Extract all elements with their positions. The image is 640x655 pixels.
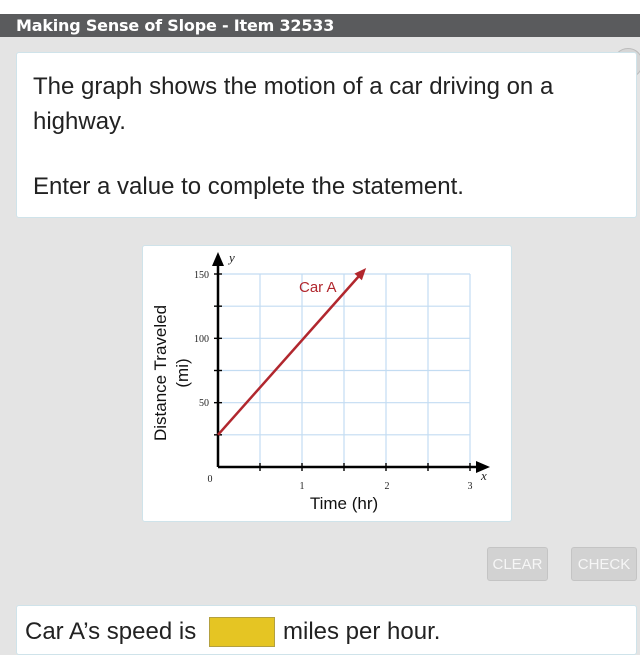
answer-suffix: miles per hour. <box>283 618 441 645</box>
graph-card <box>142 245 512 522</box>
x-axis-var: x <box>481 468 487 483</box>
y-tick-label-50: 50 <box>199 398 209 409</box>
y-axis-label-line2: (mi) <box>173 358 192 388</box>
clear-button[interactable]: CLEAR <box>487 547 548 581</box>
series-label: Car A <box>299 279 337 296</box>
prompt-card <box>16 52 637 218</box>
prompt-line-2: Enter a value to complete the statement. <box>33 173 464 200</box>
graph-ticks <box>214 274 470 471</box>
check-button[interactable]: CHECK <box>571 547 637 581</box>
prompt-line-1: The graph shows the motion of a car driving on a highway. <box>33 73 554 135</box>
y-axis-var: y <box>229 250 235 265</box>
y-axis-arrow <box>212 252 224 266</box>
x-axis-label: Time (hr) <box>309 494 379 513</box>
motion-graph <box>143 246 513 523</box>
origin-label: 0 <box>207 474 213 485</box>
car-a-line <box>218 274 361 435</box>
top-strip <box>0 0 640 14</box>
y-tick-label-100: 100 <box>194 334 209 345</box>
y-axis-label-line1: Distance Traveled <box>151 304 170 442</box>
speed-input[interactable] <box>209 617 275 647</box>
x-tick-label-3: 3 <box>467 481 473 492</box>
answer-prefix: Car A’s speed is <box>25 618 197 645</box>
answer-card <box>16 605 637 655</box>
x-tick-label-2: 2 <box>384 481 390 492</box>
y-tick-label-150: 150 <box>194 270 209 281</box>
x-tick-label-1: 1 <box>299 481 305 492</box>
prompt-text <box>33 69 613 204</box>
window-title: Making Sense of Slope - Item 32533 <box>0 14 640 37</box>
graph-grid <box>218 274 470 467</box>
